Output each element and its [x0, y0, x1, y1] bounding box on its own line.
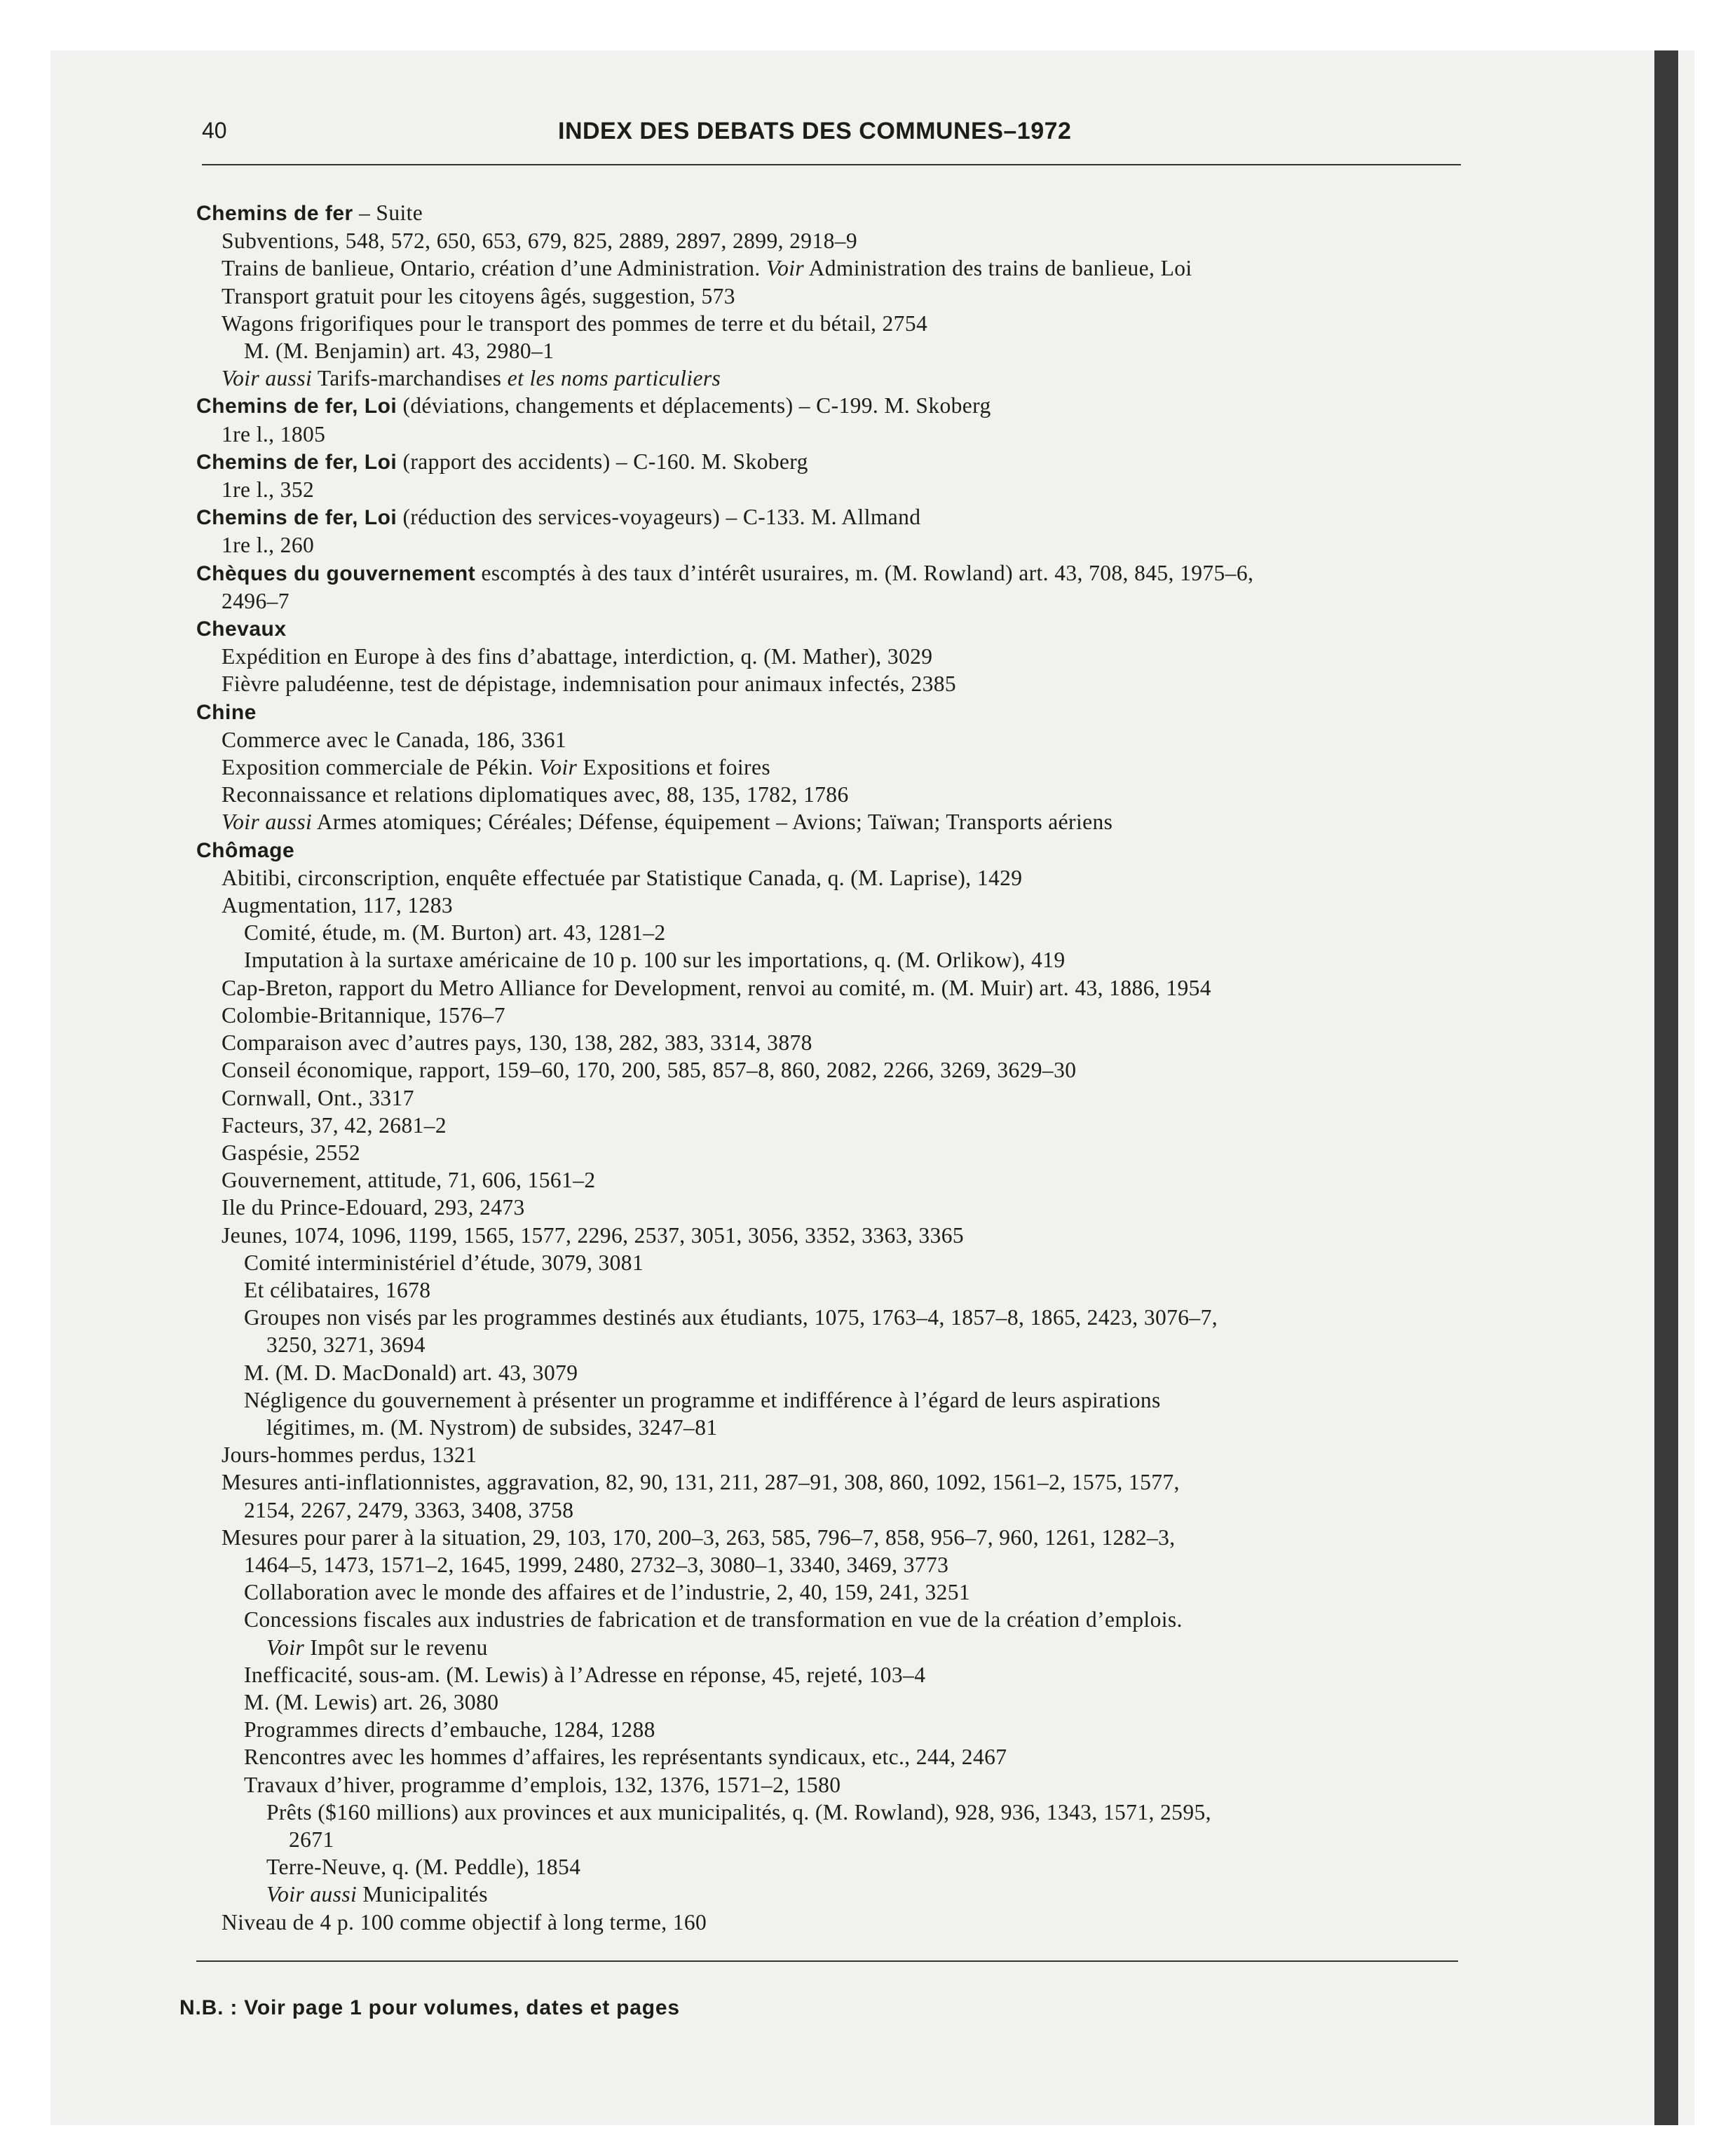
entry-text: 1re l., 260: [222, 533, 315, 558]
index-entry-line: [196, 1304, 1500, 1331]
index-entry-line: [196, 282, 1500, 310]
page-number: 40: [202, 118, 227, 143]
entry-italic-text: Voir: [266, 1635, 305, 1660]
entry-text: Programmes directs d’embauche, 1284, 1288: [244, 1717, 655, 1742]
entry-text: Rencontres avec les hommes d’affaires, les représentants syndicaux, etc., 244, 2467: [244, 1745, 1007, 1770]
index-entry-line: [196, 364, 1500, 392]
entry-text: Armes atomiques; Céréales; Défense, équipement – Avions; Taïwan; Transports aériens: [312, 810, 1113, 835]
entry-italic-text: Voir aussi: [266, 1882, 358, 1907]
entry-text: Inefficacité, sous-am. (M. Lewis) à l’Adresse en réponse, 45, rejeté, 103–4: [244, 1662, 926, 1687]
entry-text: Jeunes, 1074, 1096, 1199, 1565, 1577, 2296, 2537, 3051, 3056, 3352, 3363, 3365: [222, 1222, 965, 1248]
index-entry-line: [196, 974, 1500, 1002]
index-entry-line: [196, 1359, 1500, 1386]
index-entry-line: [196, 892, 1500, 919]
index-entry-line: [196, 864, 1500, 892]
index-entry-line: [196, 643, 1500, 670]
index-entry-line: [196, 531, 1500, 559]
index-entry-line: [196, 670, 1500, 697]
entry-text: Mesures pour parer à la situation, 29, 103, 170, 200–3, 263, 585, 796–7, 858, 956–7, 960, 1261, 1282–3,: [222, 1524, 1176, 1550]
entry-text: Trains de banlieue, Ontario, création d’une Administration.: [222, 256, 766, 281]
entry-text: Gaspésie, 2552: [222, 1140, 361, 1165]
index-entry-line: [196, 1386, 1500, 1414]
entry-text: 1re l., 352: [222, 477, 315, 503]
entry-text: Conseil économique, rapport, 159–60, 170, 200, 585, 857–8, 860, 2082, 2266, 3269, 3629–30: [222, 1058, 1077, 1083]
index-entry-line: [196, 1771, 1500, 1799]
entry-heading: Chine: [196, 700, 257, 724]
index-entry-line: [196, 1688, 1500, 1716]
index-entry-line: [196, 1551, 1500, 1578]
index-entry-line: [196, 1056, 1500, 1084]
entry-text: Facteurs, 37, 42, 2681–2: [222, 1112, 447, 1138]
index-entry-line: [196, 1468, 1500, 1496]
entry-heading: Chemins de fer, Loi: [196, 395, 397, 418]
entry-text: Subventions, 548, 572, 650, 653, 679, 825, 2889, 2897, 2899, 2918–9: [222, 228, 858, 254]
index-entry-line: [196, 1716, 1500, 1743]
index-entry-line: [196, 1222, 1500, 1249]
entry-text: Colombie-Britannique, 1576–7: [222, 1002, 505, 1028]
entry-text: 2671: [289, 1827, 334, 1852]
index-entry-line: [196, 808, 1500, 835]
entry-text: 1464–5, 1473, 1571–2, 1645, 1999, 2480, 2732–3, 3080–1, 3340, 3469, 3773: [244, 1552, 949, 1577]
entry-text: Cornwall, Ont., 3317: [222, 1085, 414, 1110]
index-entry-line: [196, 1524, 1500, 1551]
entry-text: Reconnaissance et relations diplomatiques avec, 88, 135, 1782, 1786: [222, 782, 849, 807]
index-entry-line: [196, 1826, 1500, 1853]
entry-text: Cap-Breton, rapport du Metro Alliance for Development, renvoi au comité, m. (M. Muir) art. 43, 1886, 1954: [222, 975, 1211, 1000]
entry-text: Administration des trains de banlieue, Loi: [804, 256, 1192, 281]
entry-text: M. (M. Benjamin) art. 43, 2980–1: [244, 339, 554, 364]
index-entry-line: [196, 1606, 1500, 1633]
entry-text: Mesures anti-inflationnistes, aggravation, 82, 90, 131, 211, 287–91, 308, 860, 1092, 1561–2, 1575, 1577,: [222, 1470, 1180, 1495]
entry-italic-text: Voir aussi: [222, 366, 313, 391]
entry-text: – Suite: [353, 200, 423, 225]
entry-text: Travaux d’hiver, programme d’emplois, 132, 1376, 1571–2, 1580: [244, 1772, 841, 1797]
entry-text: Niveau de 4 p. 100 comme objectif à long terme, 160: [222, 1909, 707, 1935]
index-entry-line: [196, 1029, 1500, 1056]
index-entry-line: [196, 753, 1500, 781]
entry-text: Commerce avec le Canada, 186, 3361: [222, 727, 567, 752]
index-entry-line: [196, 1578, 1500, 1606]
index-entry-line: [196, 1084, 1500, 1112]
entry-text: (rapport des accidents) – C-160. M. Skoberg: [397, 449, 808, 474]
entry-text: Gouvernement, attitude, 71, 606, 1561–2: [222, 1168, 596, 1193]
entry-heading: Chemins de fer, Loi: [196, 450, 397, 474]
entry-text: Abitibi, circonscription, enquête effectuée par Statistique Canada, q. (M. Laprise), 1429: [222, 865, 1023, 890]
entry-text: Transport gratuit pour les citoyens âgés, suggestion, 573: [222, 283, 735, 308]
index-entry-line: [196, 1276, 1500, 1304]
entry-text: 2496–7: [222, 588, 290, 613]
entry-text: 2154, 2267, 2479, 3363, 3408, 3758: [244, 1497, 574, 1522]
footer-rule: [196, 1960, 1458, 1962]
index-entry-line: [196, 1002, 1500, 1029]
index-entry-line: [196, 1166, 1500, 1194]
entry-text: Impôt sur le revenu: [304, 1635, 488, 1660]
index-entry-line: [196, 476, 1500, 503]
entry-text: légitimes, m. (M. Nystrom) de subsides, 3247–81: [266, 1414, 718, 1440]
entry-text: Jours-hommes perdus, 1321: [222, 1442, 477, 1468]
index-entry-line: [196, 1249, 1500, 1276]
index-heading-line: [196, 559, 1500, 587]
index-heading-line: [196, 199, 1500, 227]
entry-italic-text: Voir: [539, 755, 578, 780]
index-entry-line: [196, 1112, 1500, 1139]
entry-text: Et célibataires, 1678: [244, 1277, 431, 1302]
entry-text: Augmentation, 117, 1283: [222, 893, 453, 918]
index-entry-line: [196, 1496, 1500, 1524]
index-entry-line: [196, 1743, 1500, 1770]
index-entry-line: [196, 1661, 1500, 1688]
entry-text: Comparaison avec d’autres pays, 130, 138, 282, 383, 3314, 3878: [222, 1030, 812, 1056]
index-entry-line: [196, 1634, 1500, 1661]
entry-text: Fièvre paludéenne, test de dépistage, indemnisation pour animaux infectés, 2385: [222, 671, 957, 697]
entry-text: Concessions fiscales aux industries de fabrication et de transformation en vue de la création d’emplois.: [244, 1607, 1183, 1632]
index-heading-line: [196, 392, 1500, 420]
entry-heading: Chevaux: [196, 618, 287, 641]
index-entry-line: [196, 1909, 1500, 1936]
entry-text: (déviations, changements et déplacements) – C-199. M. Skoberg: [397, 393, 991, 418]
index-entry-line: [196, 587, 1500, 615]
index-entry-line: [196, 1414, 1500, 1441]
index-heading-line: [196, 615, 1500, 643]
page-edge-shadow: [1654, 50, 1678, 2125]
entry-text: 3250, 3271, 3694: [266, 1332, 426, 1358]
index-entry-line: [196, 337, 1500, 364]
entry-text: Ile du Prince-Edouard, 293, 2473: [222, 1195, 525, 1220]
index-entry-line: [196, 781, 1500, 808]
entry-text: Prêts ($160 millions) aux provinces et aux municipalités, q. (M. Rowland), 928, 936, 1343, 1571, 2595,: [266, 1799, 1211, 1824]
entry-text: Municipalités: [357, 1882, 488, 1907]
entry-text: M. (M. Lewis) art. 26, 3080: [244, 1689, 499, 1714]
footer-note: N.B. : Voir page 1 pour volumes, dates et pages: [179, 1996, 680, 2019]
entry-text: Terre-Neuve, q. (M. Peddle), 1854: [266, 1855, 581, 1880]
index-entries: [196, 199, 1500, 1936]
entry-text: M. (M. D. MacDonald) art. 43, 3079: [244, 1360, 578, 1385]
entry-italic-text: Voir: [766, 256, 805, 281]
index-heading-line: [196, 698, 1500, 726]
entry-text: Comité interministériel d’étude, 3079, 3081: [244, 1250, 644, 1275]
entry-heading: Chèques du gouvernement: [196, 561, 476, 585]
index-entry-line: [196, 726, 1500, 753]
index-entry-line: [196, 254, 1500, 282]
entry-text: (réduction des services-voyageurs) – C-133. M. Allmand: [397, 505, 921, 530]
page-header: INDEX DES DEBATS DES COMMUNES–1972: [558, 118, 1072, 144]
index-entry-line: [196, 227, 1500, 254]
index-entry-line: [196, 1331, 1500, 1358]
index-entry-line: [196, 310, 1500, 337]
entry-text: Tarifs-marchandises: [312, 366, 508, 391]
entry-italic-text: Voir aussi: [222, 810, 313, 835]
index-entry-line: [196, 421, 1500, 448]
entry-text: Expédition en Europe à des fins d’abattage, interdiction, q. (M. Mather), 3029: [222, 644, 933, 669]
entry-text: Négligence du gouvernement à présenter un programme et indifférence à l’égard de leurs aspirations: [244, 1387, 1161, 1412]
entry-text: escomptés à des taux d’intérêt usuraires, m. (M. Rowland) art. 43, 708, 845, 1975–6,: [475, 560, 1254, 585]
entry-heading: Chemins de fer, Loi: [196, 506, 397, 530]
index-entry-line: [196, 1799, 1500, 1826]
entry-heading: Chemins de fer: [196, 202, 353, 225]
entry-text: Wagons frigorifiques pour le transport des pommes de terre et du bétail, 2754: [222, 311, 928, 336]
index-heading-line: [196, 448, 1500, 476]
entry-text: 1re l., 1805: [222, 421, 326, 446]
index-entry-line: [196, 946, 1500, 974]
index-entry-line: [196, 1881, 1500, 1908]
entry-text: Comité, étude, m. (M. Burton) art. 43, 1281–2: [244, 920, 666, 946]
index-heading-line: [196, 836, 1500, 864]
entry-text: Collaboration avec le monde des affaires et de l’industrie, 2, 40, 159, 241, 3251: [244, 1580, 971, 1605]
header-rule: [202, 164, 1461, 165]
index-entry-line: [196, 919, 1500, 946]
index-heading-line: [196, 503, 1500, 531]
entry-text: Exposition commerciale de Pékin.: [222, 755, 540, 780]
entry-heading: Chômage: [196, 838, 295, 862]
index-entry-line: [196, 1194, 1500, 1221]
index-entry-line: [196, 1441, 1500, 1468]
entry-text: Expositions et foires: [577, 755, 770, 780]
index-entry-line: [196, 1139, 1500, 1166]
index-entry-line: [196, 1853, 1500, 1881]
entry-text: Groupes non visés par les programmes destinés aux étudiants, 1075, 1763–4, 1857–8, 1865, 2423, 3076–7,: [244, 1305, 1218, 1330]
entry-italic-text: et les noms particuliers: [507, 366, 721, 391]
entry-text: Imputation à la surtaxe américaine de 10 p. 100 sur les importations, q. (M. Orlikow), 419: [244, 948, 1066, 973]
